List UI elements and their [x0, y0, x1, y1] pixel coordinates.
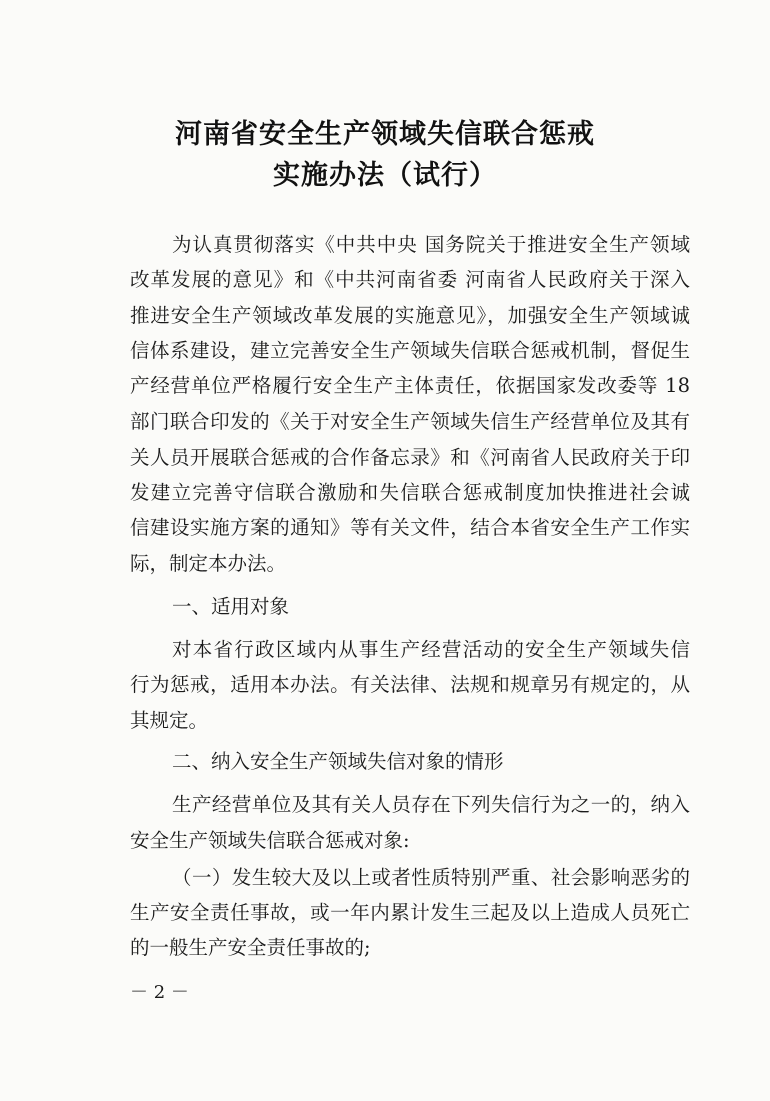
- section-heading-1: 一、适用对象: [172, 595, 290, 618]
- body-text-line: 为认真贯彻落实《中共中央 国务院关于推进安全生产领域: [172, 233, 690, 256]
- body-text-line: 产经营单位严格履行安全生产主体责任，依据国家发改委等 18: [130, 374, 690, 397]
- body-text-line: 关人员开展联合惩戒的合作备忘录》和《河南省人民政府关于印: [130, 446, 690, 469]
- document-title-line2: 实施办法（试行）: [273, 160, 497, 191]
- body-text-line: 部门联合印发的《关于对安全生产领域失信生产经营单位及其有: [130, 410, 690, 433]
- body-text-line: 生产安全责任事故，或一年内累计发生三起及以上造成人员死亡: [130, 901, 690, 924]
- section-heading-2: 二、纳入安全生产领域失信对象的情形: [172, 750, 504, 773]
- body-text-line: 际，制定本办法。: [130, 552, 287, 575]
- body-text-line: 生产经营单位及其有关人员存在下列失信行为之一的，纳入: [172, 793, 690, 816]
- body-text-line: 信体系建设，建立完善安全生产领域失信联合惩戒机制，督促生: [130, 339, 690, 362]
- body-text-line: 安全生产领域失信联合惩戒对象:: [130, 829, 410, 852]
- body-text-line: 发建立完善守信联合激励和失信联合惩戒制度加快推进社会诚: [130, 481, 690, 504]
- body-text-line: 对本省行政区域内从事生产经营活动的安全生产领域失信: [172, 638, 690, 661]
- body-text-line: 信建设实施方案的通知》等有关文件，结合本省安全生产工作实: [130, 516, 690, 539]
- body-text-line: （一）发生较大及以上或者性质特别严重、社会影响恶劣的: [172, 866, 690, 889]
- body-text-line: 的一般生产安全责任事故的;: [130, 936, 371, 959]
- page-number: － 2 －: [130, 982, 189, 1003]
- body-text-line: 行为惩戒，适用本办法。有关法律、法规和规章另有规定的，从: [130, 673, 690, 696]
- body-text-line: 其规定。: [130, 709, 209, 732]
- document-title-line1: 河南省安全生产领域失信联合惩戒: [175, 119, 595, 150]
- body-text-line: 推进安全生产领域改革发展的实施意见》，加强安全生产领域诚: [130, 304, 690, 327]
- body-text-line: 改革发展的意见》和《中共河南省委 河南省人民政府关于深入: [130, 268, 690, 291]
